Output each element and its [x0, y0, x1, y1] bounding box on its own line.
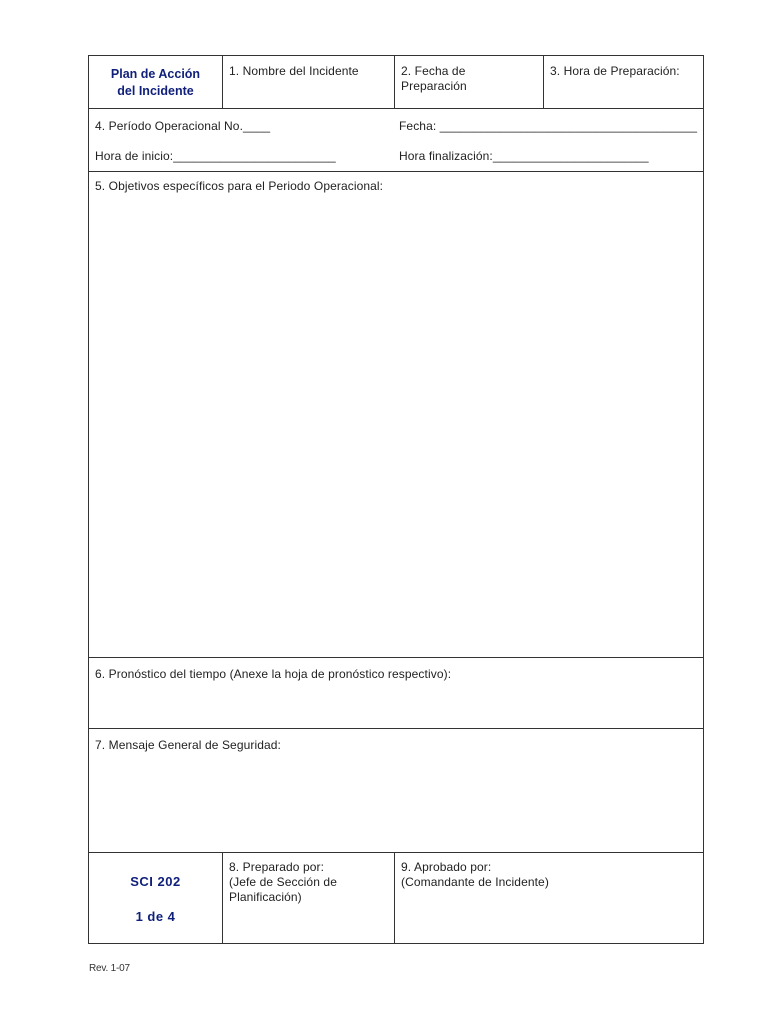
form-title-cell: [89, 56, 222, 108]
incident-action-plan-form: [88, 55, 704, 944]
operational-period-row: [89, 108, 703, 171]
incident-name-label: 1. Nombre del Incidente: [229, 64, 359, 78]
approved-by-label: 9. Aprobado por: (Comandante de Incidente): [401, 860, 549, 889]
safety-message-section[interactable]: [89, 728, 703, 852]
header-row: [89, 56, 703, 108]
page-number: 1 de 4: [135, 909, 176, 924]
objectives-label: 5. Objetivos específicos para el Periodo Operacional:: [95, 179, 384, 193]
preparation-time-label: 3. Hora de Preparación:: [550, 64, 680, 78]
prepared-by-field[interactable]: [222, 853, 394, 943]
period-date-label[interactable]: Fecha: ______________________________________: [399, 119, 698, 133]
preparation-time-field[interactable]: [543, 56, 703, 108]
approved-by-field[interactable]: [394, 853, 703, 943]
weather-forecast-section[interactable]: [89, 657, 703, 728]
prepared-by-label: 8. Preparado por: (Jefe de Sección de Planificación): [229, 860, 337, 904]
preparation-date-label: 2. Fecha de Preparación: [401, 64, 467, 93]
preparation-date-field[interactable]: [394, 56, 543, 108]
objectives-section[interactable]: [89, 171, 703, 657]
safety-message-label: 7. Mensaje General de Seguridad:: [95, 738, 281, 752]
operational-period-label[interactable]: 4. Período Operacional No.____: [95, 119, 271, 133]
form-title: Plan de Acción del Incidente: [110, 67, 201, 98]
revision-note: Rev. 1-07: [89, 963, 130, 974]
start-time-label[interactable]: Hora de inicio:________________________: [95, 149, 336, 163]
weather-forecast-label: 6. Pronóstico del tiempo (Anexe la hoja de pronóstico respectivo):: [95, 667, 452, 681]
form-code-cell: [89, 853, 222, 943]
end-time-label[interactable]: Hora finalización:_______________________: [399, 149, 649, 163]
form-code: SCI 202: [130, 874, 181, 889]
signature-row: [89, 852, 703, 943]
incident-name-field[interactable]: [222, 56, 394, 108]
